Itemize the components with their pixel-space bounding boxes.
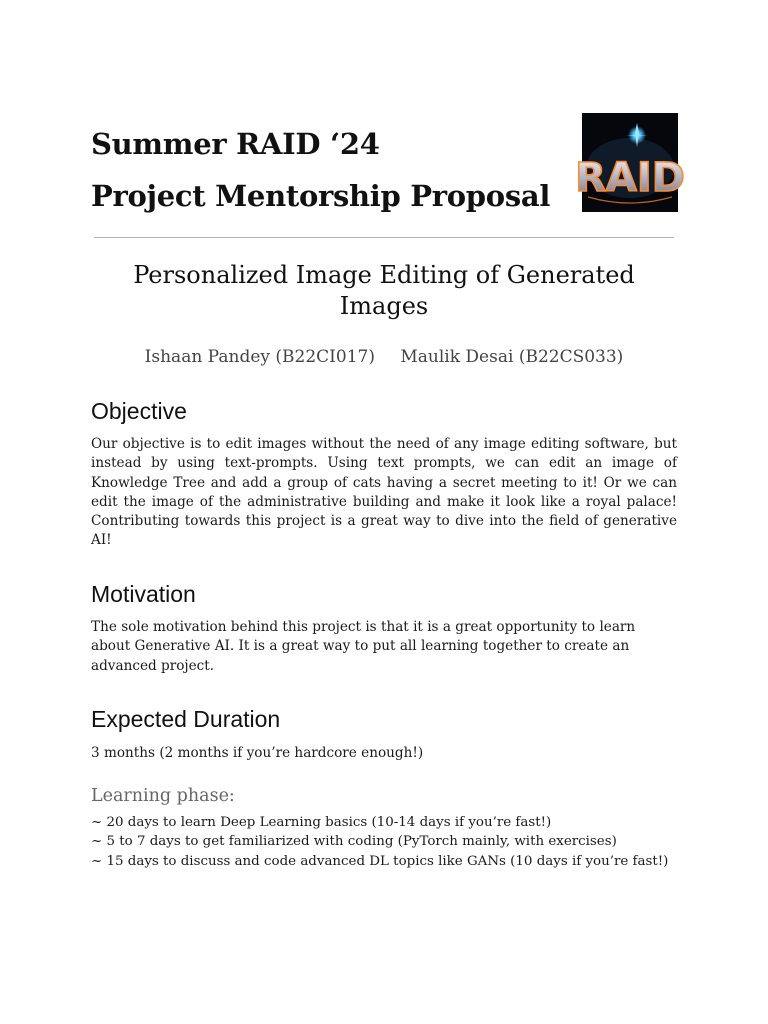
author-list [94, 343, 674, 371]
header-title-line-2: Project Mentorship Proposal [91, 179, 551, 213]
document-title: Personalized Image Editing of Generated Images [133, 261, 635, 320]
learning-phase-heading: Learning phase: [91, 786, 235, 806]
author-name: Maulik Desai (B22CS033) [400, 347, 624, 367]
list-item: ~ 20 days to learn Deep Learning basics (10-14 days if you’re fast!) [91, 815, 552, 830]
learning-phase-list [91, 813, 691, 871]
header-divider [94, 237, 674, 238]
raid-logo-icon [575, 113, 685, 212]
document-header [91, 118, 571, 222]
motivation-heading: Motivation [91, 581, 196, 607]
expected-duration-body: 3 months (2 months if you’re hardcore enough!) [91, 745, 424, 761]
author-name: Ishaan Pandey (B22CI017) [144, 347, 375, 367]
expected-duration-heading: Expected Duration [91, 706, 281, 732]
list-item: ~ 5 to 7 days to get familiarized with coding (PyTorch mainly, with exercises) [91, 834, 617, 850]
header-title-line-1: Summer RAID ‘24 [91, 127, 380, 161]
list-item: ~ 15 days to discuss and code advanced DL topics like GANs (10 days if you’re fast!) [91, 853, 669, 869]
svg-text:RAID: RAID [575, 155, 685, 201]
motivation-body: The sole motivation behind this project is that it is a great opportunity to learn about Generative AI. It is a great way to put all learning together to create an advanced project. [91, 619, 636, 674]
objective-body: Our objective is to edit images without the need of any image editing software, but instead by using text-prompts. Using text prompts, we can edit an image of Knowledge Tree and add a group of cats having a secret meeting to it! Or we can edit the image of the administrative building and make it look like a royal palace! Contributing towards this project is a great way to dive into the field of generative AI! [91, 436, 677, 549]
objective-heading: Objective [91, 398, 187, 424]
